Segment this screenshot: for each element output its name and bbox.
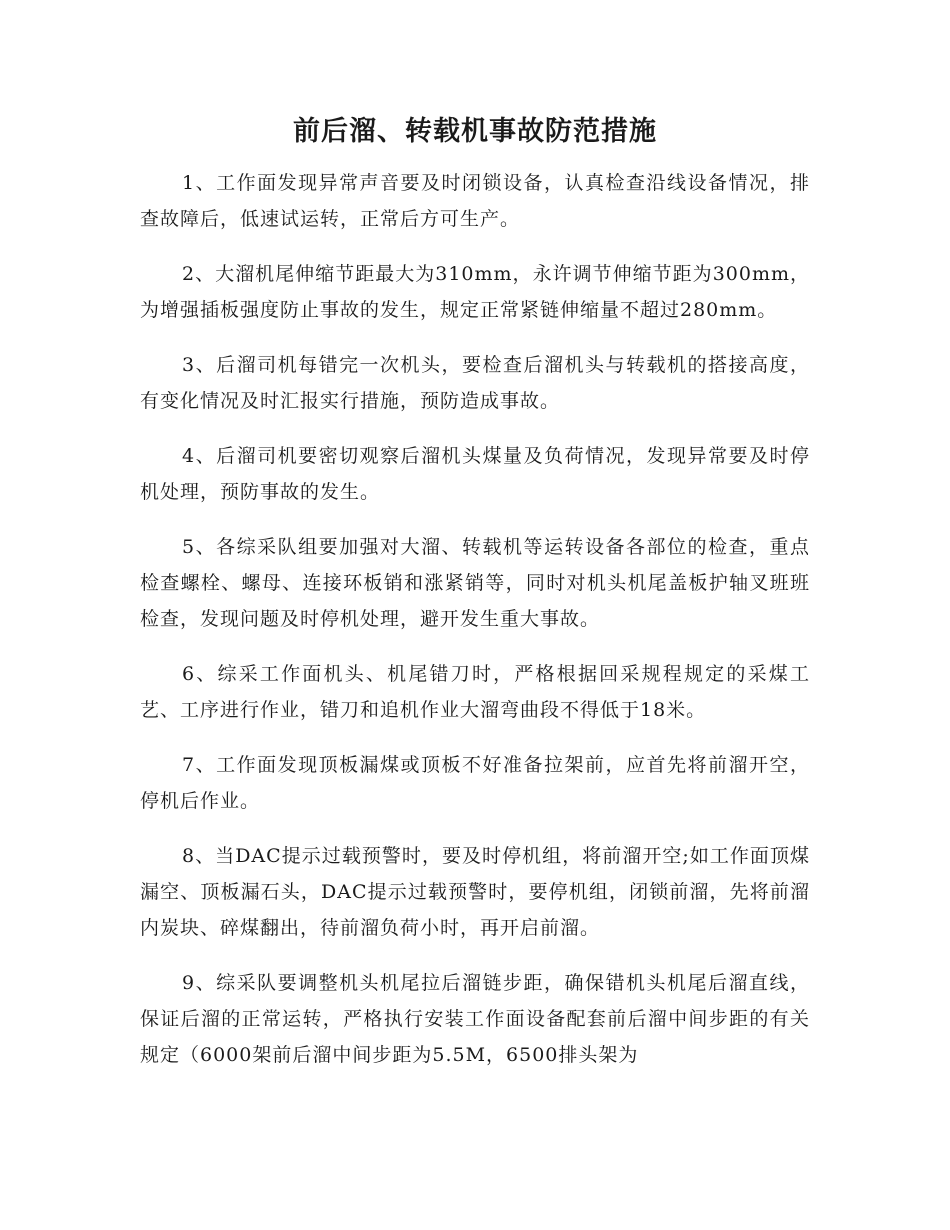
paragraph-1: 1、工作面发现异常声音要及时闭锁设备，认真检查沿线设备情况，排查故障后，低速试运转，正常后方可生产。	[140, 172, 810, 230]
paragraph-7: 7、工作面发现顶板漏煤或顶板不好准备拉架前，应首先将前溜开空，停机后作业。	[140, 754, 810, 812]
paragraph-9: 9、综采队要调整机头机尾拉后溜链步距，确保错机头机尾后溜直线，保证后溜的正常运转，严格执行安装工作面设备配套前后溜中间步距的有关规定（6000架前后溜中间步距为5.5M，6500排头架为	[140, 972, 810, 1066]
paragraph-4: 4、后溜司机要密切观察后溜机头煤量及负荷情况，发现异常要及时停机处理，预防事故的发生。	[140, 445, 810, 503]
paragraph-8: 8、当DAC提示过载预警时，要及时停机组，将前溜开空;如工作面顶煤漏空、顶板漏石头，DAC提示过载预警时，要停机组，闭锁前溜，先将前溜内炭块、碎煤翻出，待前溜负荷小时，再开启前溜。	[140, 845, 810, 939]
paragraph-6: 6、综采工作面机头、机尾错刀时，严格根据回采规程规定的采煤工艺、工序进行作业，错刀和追机作业大溜弯曲段不得低于18米。	[140, 663, 810, 721]
document-title: 前后溜、转载机事故防范措施	[293, 116, 657, 147]
paragraph-5: 5、各综采队组要加强对大溜、转载机等运转设备各部位的检查，重点检查螺栓、螺母、连接环板销和涨紧销等，同时对机头机尾盖板护轴叉班班检查，发现问题及时停机处理，避开发生重大事故。	[140, 536, 810, 630]
document-body	[140, 165, 810, 1092]
paragraph-2: 2、大溜机尾伸缩节距最大为310mm，永许调节伸缩节距为300mm，为增强插板强度防止事故的发生，规定正常紧链伸缩量不超过280mm。	[140, 263, 810, 321]
paragraph-3: 3、后溜司机每错完一次机头，要检查后溜机头与转载机的搭接高度，有变化情况及时汇报实行措施，预防造成事故。	[140, 354, 810, 412]
